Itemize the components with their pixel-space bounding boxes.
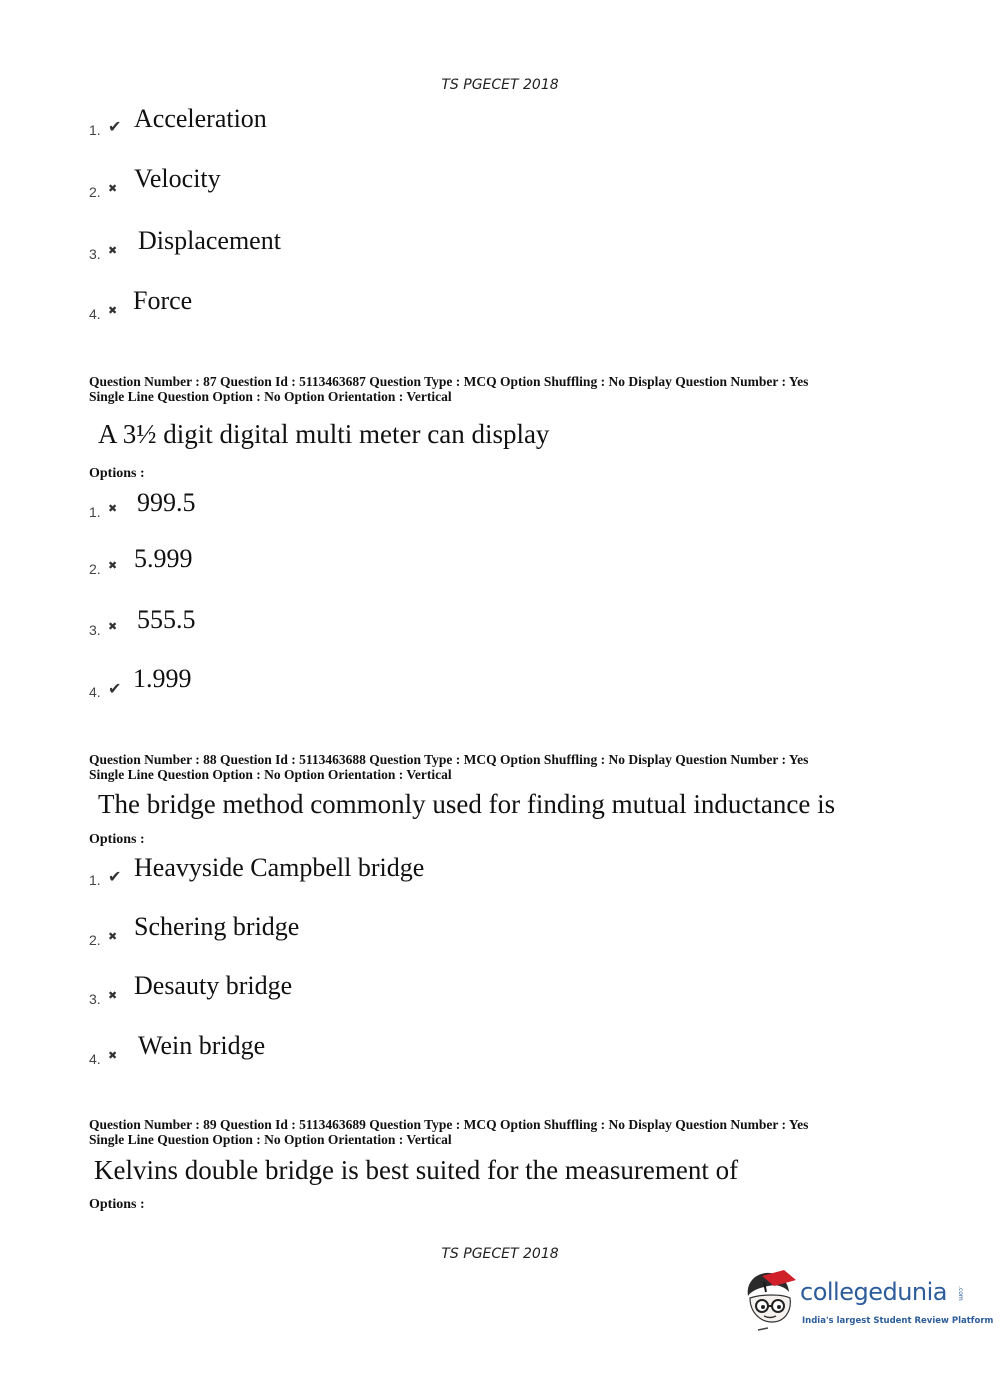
option-text: Heavyside Campbell bridge bbox=[134, 853, 425, 882]
option-text: Acceleration bbox=[134, 104, 267, 133]
option-number: 3. bbox=[89, 246, 101, 262]
cross-icon: ✖ bbox=[108, 182, 118, 195]
collegedunia-logo[interactable] bbox=[742, 1268, 994, 1340]
logo-tagline: India's largest Student Review Platform bbox=[802, 1316, 994, 1326]
option-text: Velocity bbox=[134, 164, 221, 193]
cross-icon: ✖ bbox=[108, 244, 118, 257]
page-footer: TS PGECET 2018 bbox=[441, 1246, 559, 1262]
cross-icon: ✖ bbox=[108, 502, 118, 515]
q88-meta-line-1: Question Number : 88 Question Id : 5113463688 Question Type : MCQ Option Shuffling : No Display Question Number : Yes bbox=[89, 752, 809, 767]
cross-icon: ✖ bbox=[108, 930, 118, 943]
option-text: 1.999 bbox=[133, 664, 192, 693]
option-number: 1. bbox=[89, 122, 101, 138]
q89-question-text: Kelvins double bridge is best suited for the measurement of bbox=[94, 1155, 739, 1185]
option-number: 1. bbox=[89, 872, 101, 888]
cross-icon: ✖ bbox=[108, 989, 118, 1002]
q89-meta-line-2: Single Line Question Option : No Option Orientation : Vertical bbox=[89, 1132, 452, 1147]
cross-icon: ✖ bbox=[108, 620, 118, 633]
cross-icon: ✖ bbox=[108, 1049, 118, 1062]
logo-brand-text: collegedunia bbox=[800, 1278, 948, 1306]
q87-meta-line-2: Single Line Question Option : No Option Orientation : Vertical bbox=[89, 389, 452, 404]
option-number: 4. bbox=[89, 1051, 101, 1067]
option-text: Schering bridge bbox=[134, 912, 300, 941]
check-icon: ✔ bbox=[108, 867, 122, 886]
option-number: 2. bbox=[89, 184, 101, 200]
option-text: Wein bridge bbox=[138, 1031, 266, 1060]
option-text: Desauty bridge bbox=[134, 971, 293, 1000]
option-number: 4. bbox=[89, 684, 101, 700]
option-text: 555.5 bbox=[137, 605, 196, 634]
q87-question-text: A 3½ digit digital multi meter can display bbox=[98, 419, 550, 449]
option-text: Displacement bbox=[138, 226, 281, 255]
option-text: 5.999 bbox=[134, 544, 193, 573]
option-number: 2. bbox=[89, 932, 101, 948]
page-header: TS PGECET 2018 bbox=[441, 77, 559, 93]
option-number: 2. bbox=[89, 561, 101, 577]
cross-icon: ✖ bbox=[108, 559, 118, 572]
cross-icon: ✖ bbox=[108, 304, 118, 317]
q87-options-label: Options : bbox=[89, 466, 145, 481]
option-text: Force bbox=[133, 286, 193, 315]
q89-options-label: Options : bbox=[89, 1197, 145, 1212]
q89-meta-line-1: Question Number : 89 Question Id : 5113463689 Question Type : MCQ Option Shuffling : No Display Question Number : Yes bbox=[89, 1117, 809, 1132]
check-icon: ✔ bbox=[108, 117, 122, 136]
q88-question-text: The bridge method commonly used for finding mutual inductance is bbox=[98, 789, 836, 819]
option-text: 999.5 bbox=[137, 488, 196, 517]
q88-options-label: Options : bbox=[89, 832, 145, 847]
mascot-icon bbox=[742, 1268, 800, 1340]
check-icon: ✔ bbox=[108, 679, 122, 698]
option-number: 3. bbox=[89, 991, 101, 1007]
option-number: 1. bbox=[89, 504, 101, 520]
option-number: 4. bbox=[89, 306, 101, 322]
q87-meta-line-1: Question Number : 87 Question Id : 5113463687 Question Type : MCQ Option Shuffling : No Display Question Number : Yes bbox=[89, 374, 809, 389]
q88-meta-line-2: Single Line Question Option : No Option Orientation : Vertical bbox=[89, 767, 452, 782]
logo-brand-suffix: .com bbox=[957, 1286, 964, 1301]
option-number: 3. bbox=[89, 622, 101, 638]
